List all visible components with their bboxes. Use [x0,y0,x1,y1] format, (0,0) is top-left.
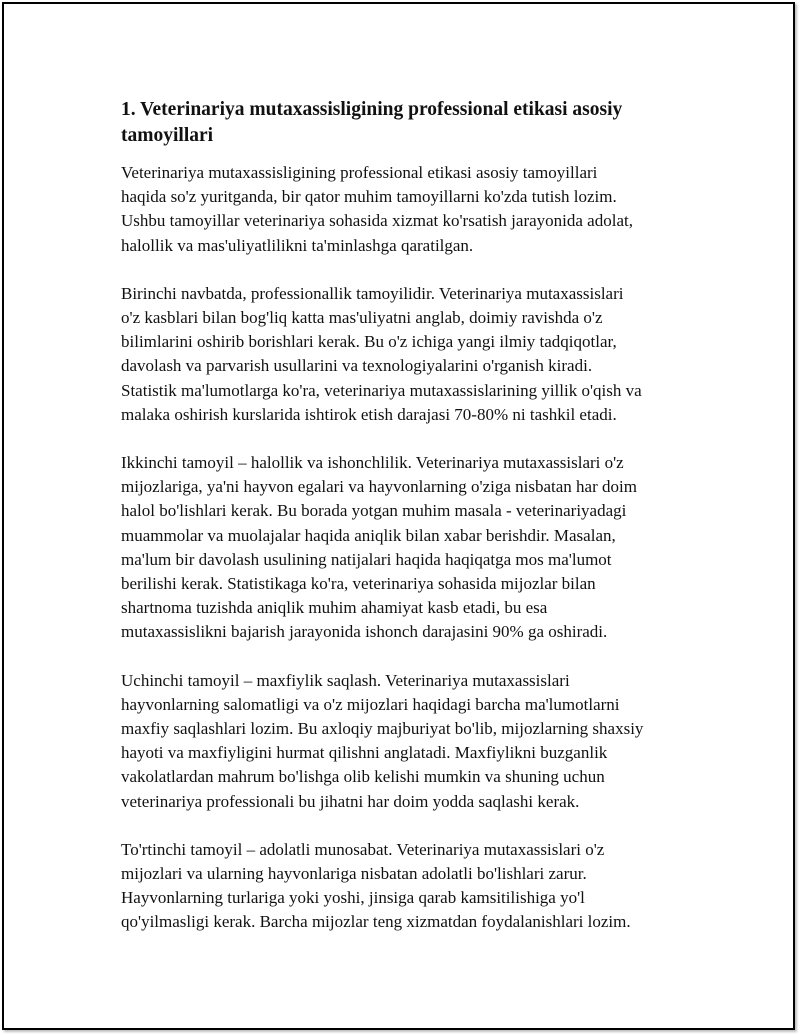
text-line: To'rtinchi tamoyil – adolatli munosabat. Veterinariya mutaxassislari o'z [121,839,605,859]
text-line: Birinchi navbatda, professionallik tamoyilidir. Veterinariya mutaxassislari [121,283,624,303]
text-line: haqida so'z yuritganda, bir qator muhim tamoyillarni ko'zda tutish lozim. [121,187,617,207]
paragraph-fairness [121,838,696,935]
text-line: shartnoma tuzishda aniqlik muhim ahamiyat kasb etadi, bu esa [121,598,548,618]
text-line: muammolar va muolajalar haqida aniqlik bilan xabar berishdir. Masalan, [121,525,616,545]
document-content [121,97,696,935]
text-line: malaka oshirish kurslarida ishtirok etish darajasi 70-80% ni tashkil etadi. [121,404,617,424]
text-line: mijozlariga, ya'ni hayvon egalari va hayvonlarning o'ziga nisbatan har doim [121,477,637,497]
text-line: ma'lum bir davolash usulining natijalari haqida haqiqatga mos ma'lumot [121,549,612,569]
text-line: Statistik ma'lumotlarga ko'ra, veterinariya mutaxassislarining yillik o'qish va [121,380,642,400]
text-line: Veterinariya mutaxassisligining professional etikasi asosiy tamoyillari [121,163,598,182]
heading-line: 1. Veterinariya mutaxassisligining professional etikasi asosiy [121,99,623,120]
text-line: o'z kasblari bilan bog'liq katta mas'uliyatni anglab, doimiy ravishda o'z [121,308,603,328]
heading-line: tamoyillari [121,125,214,146]
text-line: vakolatlardan mahrum bo'lishga olib kelishi mumkin va shuning uchun [121,767,605,787]
text-line: veterinariya professionali bu jihatni har doim yodda saqlashi kerak. [121,791,580,811]
text-line: Uchinchi tamoyil – maxfiylik saqlash. Veterinariya mutaxassislari [121,670,570,690]
text-line: halollik va mas'uliyatlilikni ta'minlashga qaratilgan. [121,235,474,255]
text-line: hayvonlarning salomatligi va o'z mijozlari haqidagi barcha ma'lumotlarni [121,694,620,714]
text-line: mijozlari va ularning hayvonlariga nisbatan adolatli bo'lishlari zarur. [121,864,587,884]
paragraph-professionalism [121,282,696,427]
paragraph-confidentiality [121,669,696,814]
text-line: berilishi kerak. Statistikaga ko'ra, veterinariya sohasida mijozlar bilan [121,574,596,594]
text-line: Hayvonlarning turlariga yoki yoshi, jinsiga qarab kamsitilishiga yo'l [121,888,585,908]
text-line: halol bo'lishlari kerak. Bu borada yotgan muhim masala - veterinariyadagi [121,501,627,521]
page-frame [2,2,795,1030]
text-line: mutaxassislikni bajarish jarayonida ishonch darajasini 90% ga oshiradi. [121,622,608,642]
text-line: Ikkinchi tamoyil – halollik va ishonchlilik. Veterinariya mutaxassislari o'z [121,453,624,473]
text-line: qo'yilmasligi kerak. Barcha mijozlar teng xizmatdan foydalanishlari lozim. [121,912,631,932]
text-line: hayoti va maxfiyligini hurmat qilishni anglatadi. Maxfiylikni buzganlik [121,743,608,763]
text-line: davolash va parvarish usullarini va texnologiyalarini o'rganish kiradi. [121,356,593,376]
section-heading [121,97,696,149]
paragraph-intro [121,161,696,258]
text-line: Ushbu tamoyillar veterinariya sohasida xizmat ko'rsatish jarayonida adolat, [121,211,633,231]
text-line: bilimlarini oshirib borishlari kerak. Bu o'z ichiga yangi ilmiy tadqiqotlar, [121,332,617,352]
text-line: maxfiy saqlashlari lozim. Bu axloqiy majburiyat bo'lib, mijozlarning shaxsiy [121,719,644,739]
paragraph-honesty [121,451,696,645]
